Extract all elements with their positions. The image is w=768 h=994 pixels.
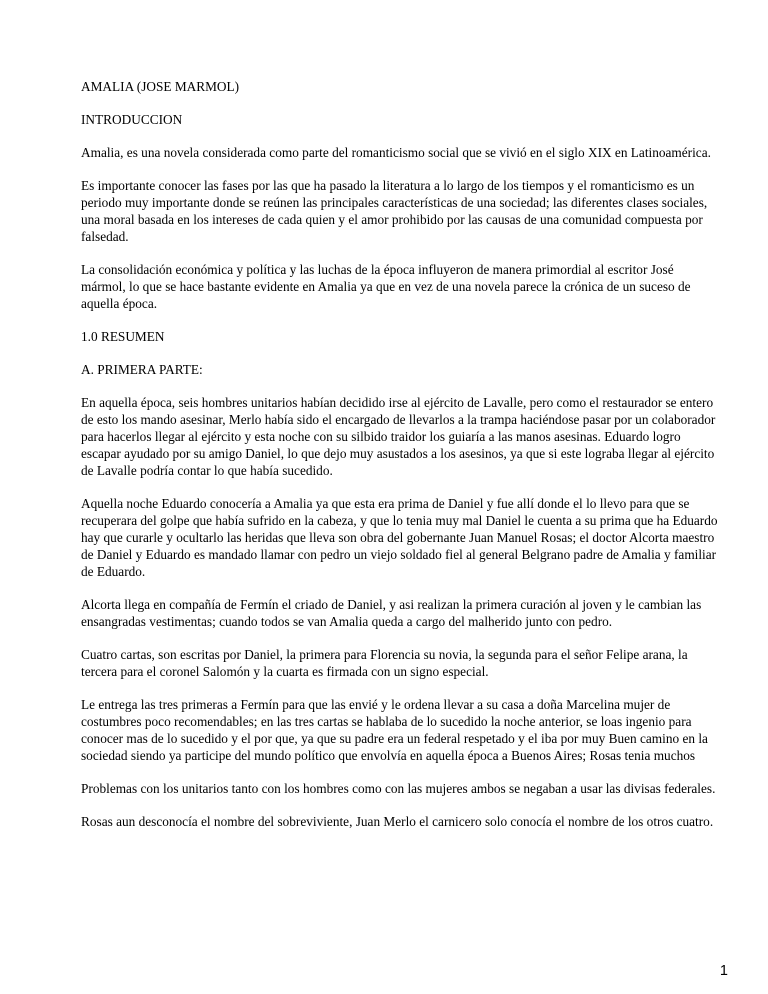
- intro-paragraph: Es importante conocer las fases por las que ha pasado la literatura a lo largo de los tiempos y el romanticismo es un periodo muy importante donde se reúnen las principales características de una sociedad; las diferentes clases sociales, una moral basada en los intereses de cada quien y el amor prohibido por las causas de una comunidad compuesta por falsedad.: [81, 178, 708, 244]
- part-heading: A. PRIMERA PARTE:: [81, 362, 203, 377]
- intro-paragraph: Amalia, es una novela considerada como parte del romanticismo social que se vivió en el siglo XIX en Latinoamérica.: [81, 145, 711, 160]
- body-paragraph: Problemas con los unitarios tanto con los hombres como con las mujeres ambos se negaban a usar las divisas federales.: [81, 781, 716, 796]
- intro-paragraph: La consolidación económica y política y las luchas de la época influyeron de manera primordial al escritor José mármol, lo que se hace bastante evidente en Amalia ya que en vez de una novela parece la crónica de un suceso de aquella época.: [81, 262, 691, 311]
- body-paragraph: Rosas aun desconocía el nombre del sobreviviente, Juan Merlo el carnicero solo conocía el nombre de los otros cuatro.: [81, 814, 714, 829]
- document-title: AMALIA (JOSE MARMOL): [81, 79, 240, 94]
- page-number: 1: [719, 963, 728, 979]
- body-paragraph: Le entrega las tres primeras a Fermín para que las envié y le ordena llevar a su casa a doña Marcelina mujer de costumbres poco recomendables; en las tres cartas se hablaba de lo sucedido la noche anterior, se loas ingenio para conocer mas de lo sucedido y el por que, ya que su padre era un federal respetado y el iba por muy Buen camino en la sociedad siendo ya participe del mundo político que envolvía en aquella época a Buenos Aires; Rosas tenia muchos: [81, 697, 708, 763]
- document-body: [81, 78, 721, 846]
- body-paragraph: Cuatro cartas, son escritas por Daniel, la primera para Florencia su novia, la segunda para el señor Felipe arana, la tercera para el coronel Salomón y la cuarta es firmada con un signo especial.: [81, 647, 688, 679]
- body-paragraph: Aquella noche Eduardo conocería a Amalia ya que esta era prima de Daniel y fue allí donde el lo llevo para que se recuperara del golpe que había sufrido en la cabeza, y que lo tenia muy mal Daniel le cuenta a su prima que ha Eduardo hay que curarle y ocultarlo las heridas que lleva son obra del gobernante Juan Manuel Rosas; el doctor Alcorta maestro de Daniel y Eduardo es mandado llamar con pedro un viejo soldado fiel al general Belgrano padre de Amalia y familiar de Eduardo.: [81, 496, 718, 579]
- intro-heading: INTRODUCCION: [81, 112, 183, 127]
- body-paragraph: Alcorta llega en compañía de Fermín el criado de Daniel, y asi realizan la primera curación al joven y le cambian las ensangradas vestimentas; cuando todos se van Amalia queda a cargo del malherido junto con pedro.: [81, 597, 702, 629]
- summary-heading: 1.0 RESUMEN: [81, 329, 165, 344]
- body-paragraph: En aquella época, seis hombres unitarios habían decidido irse al ejército de Lavalle, pero como el restaurador se entero de esto los mando asesinar, Merlo había sido el encargado de llevarlos a la trampa haciéndose pasar por un colaborador para hacerlos llegar al ejército y esta noche con su silbido traidor los guiaría a las manos asesinas. Eduardo logro escapar ayudado por su amigo Daniel, lo que dejo muy asustados a los asesinos, ya que si este lograba llegar al ejército de Lavalle podría contar lo que había sucedido.: [81, 395, 716, 478]
